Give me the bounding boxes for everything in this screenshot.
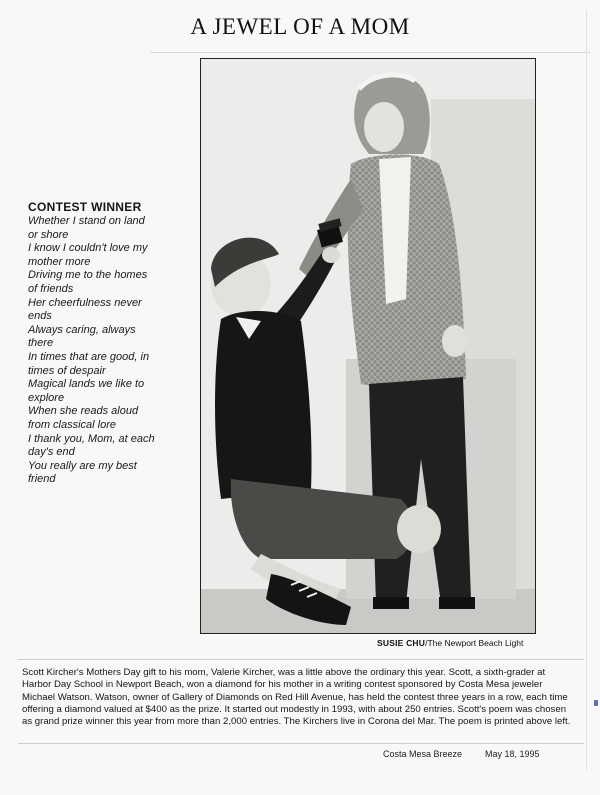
poem-line: day's end bbox=[28, 446, 75, 459]
poem-line: When she reads aloud bbox=[28, 405, 139, 418]
poem-line: Magical lands we like to bbox=[28, 378, 145, 391]
poem-line: Always caring, always bbox=[28, 323, 136, 336]
poem-line: there bbox=[28, 337, 54, 350]
headline: A JEWEL OF A MOM bbox=[190, 14, 410, 39]
ink-speck bbox=[594, 700, 598, 706]
poem-line: friend bbox=[28, 473, 56, 486]
poem-line: explore bbox=[28, 391, 65, 404]
poem-line: Whether I stand on land bbox=[28, 215, 145, 227]
poem-title: CONTEST WINNER bbox=[28, 200, 142, 214]
publication-date: May 18, 1995 bbox=[485, 749, 540, 759]
poem-line: from classical lore bbox=[28, 418, 117, 431]
poem-line: times of despair bbox=[28, 364, 106, 377]
poem-line: mother more bbox=[28, 255, 91, 268]
photo-illustration bbox=[201, 59, 535, 633]
clipping-edge-top bbox=[150, 52, 590, 53]
poem-line: Driving me to the homes bbox=[28, 269, 148, 282]
news-photo bbox=[200, 58, 536, 634]
photo-outlet: /The Newport Beach Light bbox=[425, 638, 524, 648]
poem-line: ends bbox=[28, 310, 52, 323]
clipping-edge-right bbox=[586, 10, 587, 770]
poem-line: In times that are good, in bbox=[28, 350, 150, 363]
poem-line: or shore bbox=[28, 228, 69, 241]
poem-line: I thank you, Mom, at each bbox=[28, 432, 155, 445]
photographer-name: SUSIE CHU bbox=[377, 638, 426, 648]
photo-credit bbox=[377, 638, 523, 648]
publication-name: Costa Mesa Breeze bbox=[383, 749, 463, 759]
photo-caption: Scott Kircher's Mothers Day gift to his mom, Valerie Kircher, was a little above the ordinary this year. Scott, a sixth-grader at Harbor Day School in Newport Beach, won a diamond for his mother in a writing contest sponsored by Costa Mesa jeweler Michael Watson. Watson, owner of Gallery of Diamonds on Red Hill Avenue, has held the contest three years in a row, each time offering a diamond valued at $400 as the prize. It started out modestly in 1993, with about 250 entries. Scott's poem was chosen as grand prize winner this year from more than 2,000 entries. The Kirchers live in Corona del Mar. The poem is printed above left. bbox=[22, 667, 571, 728]
poem bbox=[28, 200, 193, 487]
poem-line: of friends bbox=[28, 282, 74, 295]
poem-line: You really are my best bbox=[28, 459, 137, 472]
poem-line: I know I couldn't love my bbox=[28, 242, 148, 255]
poem-line: Her cheerfulness never bbox=[28, 296, 142, 309]
